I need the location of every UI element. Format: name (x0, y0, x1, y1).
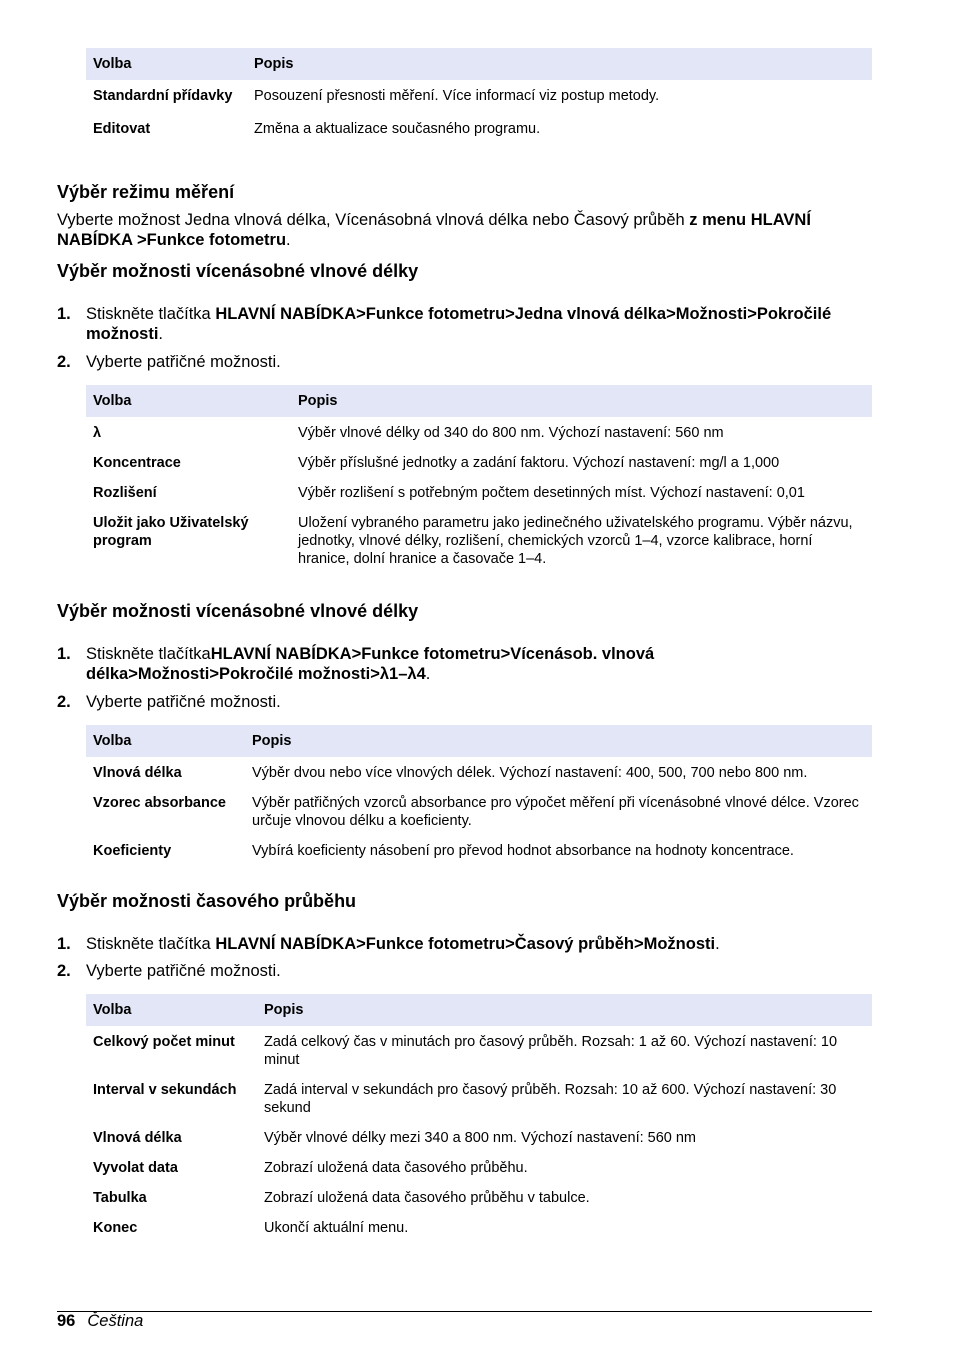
description-cell: Změna a aktualizace současného programu. (254, 121, 541, 137)
options-table-time-course (86, 994, 872, 1243)
table-header (86, 385, 872, 417)
table-row (86, 80, 872, 114)
section-heading: Výběr možnosti vícenásobné vlnové délky (57, 261, 419, 281)
option-cell: Uložit jako Uživatelský program (93, 515, 249, 549)
column-header-option: Volba (86, 994, 257, 1026)
table-row (86, 1026, 872, 1075)
step-number: 1. (57, 645, 71, 663)
table-row (86, 1183, 872, 1213)
options-table-single-wavelength (86, 385, 872, 574)
option-cell: Tabulka (93, 1190, 147, 1206)
description-cell: Zobrazí uložená data časového průběhu. (264, 1160, 528, 1176)
description-cell: Výběr rozlišení s potřebným počtem desetinných míst. Výchozí nastavení: 0,01 (298, 485, 805, 501)
table-row (86, 1213, 872, 1243)
list-item (57, 644, 857, 684)
table-header (86, 48, 872, 80)
column-header-option: Volba (86, 48, 247, 80)
column-header-option: Volba (86, 385, 291, 417)
option-cell: Vzorec absorbance (93, 795, 226, 811)
text: . (158, 325, 164, 343)
text: Vyberte patřičné možnosti. (86, 693, 281, 711)
description-cell: Výběr patřičných vzorců absorbance pro výpočet měření při vícenásobné vlnové délce. Vzorec určuje vlnovou délku a koeficienty. (252, 795, 859, 829)
menu-path: HLAVNÍ NABÍDKA>Funkce fotometru>Vícenásob. vlnová délka>Možnosti>Pokročilé možnosti>λ1–λ4 (86, 645, 655, 683)
text: . (425, 665, 431, 683)
option-cell: Vyvolat data (93, 1160, 178, 1176)
column-header-description: Popis (247, 48, 872, 80)
column-header-description: Popis (257, 994, 872, 1026)
text: Stiskněte tlačítka (86, 935, 216, 953)
option-cell: Celkový počet minut (93, 1034, 235, 1050)
footer-divider (57, 1311, 872, 1312)
page-footer (57, 1312, 143, 1331)
description-cell: Zadá celkový čas v minutách pro časový průběh. Rozsah: 1 až 60. Výchozí nastavení: 10 minut (264, 1034, 838, 1068)
step-number: 2. (57, 693, 71, 711)
option-cell: Vlnová délka (93, 765, 182, 781)
option-cell: Editovat (93, 121, 151, 137)
text: Vyberte možnost Jedna vlnová délka, Vícenásobná vlnová délka nebo Časový průběh (57, 211, 690, 229)
list-item (57, 304, 857, 344)
menu-path: z menu HLAVNÍ NABÍDKA >Funkce fotometru (57, 211, 811, 249)
section-heading: Výběr možnosti časového průběhu (57, 891, 357, 911)
section-heading: Výběr možnosti vícenásobné vlnové délky (57, 601, 419, 621)
table-row (86, 114, 872, 144)
table-header (86, 725, 872, 757)
text: Stiskněte tlačítka (86, 645, 211, 663)
footer-language: Čeština (87, 1312, 144, 1330)
text: Stiskněte tlačítka (86, 305, 216, 323)
table-row (86, 1075, 872, 1123)
table-row (86, 1153, 872, 1183)
table-row (86, 788, 872, 836)
table-row (86, 448, 872, 478)
options-table-multi-wavelength (86, 725, 872, 866)
text: . (286, 231, 291, 249)
section-heading: Výběr režimu měření (57, 182, 235, 202)
description-cell: Zadá interval v sekundách pro časový průběh. Rozsah: 10 až 600. Výchozí nastavení: 30 sekund (264, 1082, 837, 1116)
description-cell: Posouzení přesnosti měření. Více informací viz postup metody. (254, 88, 660, 104)
option-cell: Koncentrace (93, 455, 181, 471)
option-cell: Interval v sekundách (93, 1082, 237, 1098)
option-cell: Koeficienty (93, 843, 172, 859)
list-item (57, 692, 857, 712)
description-cell: Výběr vlnové délky od 340 do 800 nm. Výchozí nastavení: 560 nm (298, 425, 724, 441)
step-number: 2. (57, 353, 71, 371)
option-cell: Vlnová délka (93, 1130, 182, 1146)
column-header-option: Volba (86, 725, 245, 757)
step-number: 1. (57, 305, 71, 323)
step-number: 2. (57, 962, 71, 980)
table-row (86, 1123, 872, 1153)
text: Vyberte patřičné možnosti. (86, 962, 281, 980)
text: Vyberte patřičné možnosti. (86, 353, 281, 371)
page-number: 96 (57, 1312, 76, 1330)
option-cell: λ (93, 425, 102, 441)
text: . (715, 935, 720, 953)
description-cell: Vybírá koeficienty násobení pro převod hodnot absorbance na hodnoty koncentrace. (252, 843, 794, 859)
step-number: 1. (57, 935, 71, 953)
menu-path: HLAVNÍ NABÍDKA>Funkce fotometru>Jedna vlnová délka>Možnosti>Pokročilé možnosti (86, 305, 832, 343)
option-cell: Standardní přídavky (93, 88, 233, 104)
column-header-description: Popis (291, 385, 872, 417)
description-cell: Výběr příslušné jednotky a zadání faktoru. Výchozí nastavení: mg/l a 1,000 (298, 455, 780, 471)
table-row (86, 478, 872, 508)
list-item (57, 352, 857, 372)
options-table-1 (86, 48, 872, 144)
description-cell: Uložení vybraného parametru jako jedinečného uživatelského programu. Výběr názvu, jednotky, vlnové délky, rozlišení, chemických vzorců 1–4, vzorce kalibrace, horní hranice, dolní hranice a časovače 1–4. (298, 515, 853, 567)
table-header (86, 994, 872, 1026)
list-item (57, 961, 857, 981)
table-row (86, 757, 872, 788)
description-cell: Ukončí aktuální menu. (264, 1220, 409, 1236)
table-row (86, 836, 872, 866)
paragraph (57, 210, 857, 250)
description-cell: Výběr dvou nebo více vlnových délek. Výchozí nastavení: 400, 500, 700 nebo 800 nm. (252, 765, 808, 781)
column-header-description: Popis (245, 725, 872, 757)
list-item (57, 934, 857, 954)
option-cell: Rozlišení (93, 485, 157, 501)
description-cell: Zobrazí uložená data časového průběhu v tabulce. (264, 1190, 590, 1206)
option-cell: Konec (93, 1220, 138, 1236)
description-cell: Výběr vlnové délky mezi 340 a 800 nm. Výchozí nastavení: 560 nm (264, 1130, 697, 1146)
table-row (86, 508, 872, 574)
table-row (86, 417, 872, 448)
menu-path: HLAVNÍ NABÍDKA>Funkce fotometru>Časový průběh>Možnosti (215, 935, 716, 953)
